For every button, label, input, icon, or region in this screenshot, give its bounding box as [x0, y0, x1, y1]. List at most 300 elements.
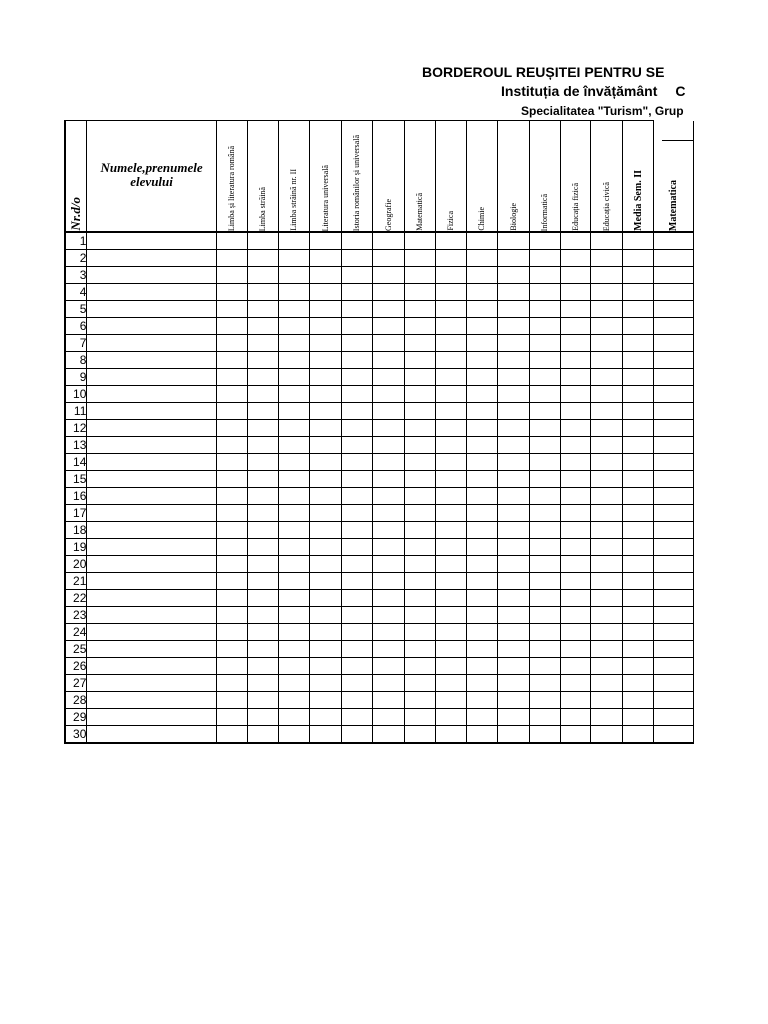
student-name-cell[interactable]: [87, 437, 216, 454]
student-name-cell[interactable]: [87, 641, 216, 658]
grade-cell[interactable]: [216, 607, 247, 624]
grade-cell[interactable]: [248, 352, 279, 369]
grade-cell[interactable]: [436, 556, 467, 573]
grade-cell[interactable]: [373, 573, 404, 590]
grade-cell[interactable]: [341, 335, 372, 352]
grade-cell[interactable]: [341, 403, 372, 420]
grade-cell[interactable]: [591, 590, 622, 607]
grade-cell[interactable]: [404, 641, 435, 658]
grade-cell[interactable]: [216, 318, 247, 335]
grade-cell[interactable]: [341, 709, 372, 726]
grade-cell[interactable]: [404, 726, 435, 744]
grade-cell[interactable]: [591, 556, 622, 573]
grade-cell[interactable]: [310, 709, 341, 726]
grade-cell[interactable]: [248, 709, 279, 726]
grade-cell[interactable]: [278, 624, 309, 641]
grade-cell[interactable]: [341, 641, 372, 658]
grade-cell[interactable]: [560, 488, 591, 505]
grade-cell[interactable]: [622, 726, 654, 744]
grade-cell[interactable]: [654, 505, 694, 522]
student-name-cell[interactable]: [87, 607, 216, 624]
grade-cell[interactable]: [529, 335, 560, 352]
grade-cell[interactable]: [498, 386, 529, 403]
grade-cell[interactable]: [341, 352, 372, 369]
grade-cell[interactable]: [498, 352, 529, 369]
grade-cell[interactable]: [404, 539, 435, 556]
grade-cell[interactable]: [560, 386, 591, 403]
grade-cell[interactable]: [436, 250, 467, 267]
grade-cell[interactable]: [622, 386, 654, 403]
grade-cell[interactable]: [248, 420, 279, 437]
grade-cell[interactable]: [310, 284, 341, 301]
grade-cell[interactable]: [373, 675, 404, 692]
grade-cell[interactable]: [466, 641, 497, 658]
grade-cell[interactable]: [373, 624, 404, 641]
student-name-cell[interactable]: [87, 590, 216, 607]
grade-cell[interactable]: [654, 267, 694, 284]
grade-cell[interactable]: [310, 267, 341, 284]
grade-cell[interactable]: [560, 267, 591, 284]
grade-cell[interactable]: [248, 573, 279, 590]
grade-cell[interactable]: [498, 403, 529, 420]
grade-cell[interactable]: [373, 318, 404, 335]
grade-cell[interactable]: [248, 539, 279, 556]
grade-cell[interactable]: [373, 607, 404, 624]
grade-cell[interactable]: [310, 590, 341, 607]
grade-cell[interactable]: [341, 318, 372, 335]
grade-cell[interactable]: [373, 556, 404, 573]
grade-cell[interactable]: [278, 471, 309, 488]
grade-cell[interactable]: [278, 539, 309, 556]
grade-cell[interactable]: [591, 437, 622, 454]
grade-cell[interactable]: [373, 709, 404, 726]
student-name-cell[interactable]: [87, 369, 216, 386]
student-name-cell[interactable]: [87, 471, 216, 488]
grade-cell[interactable]: [436, 335, 467, 352]
grade-cell[interactable]: [529, 352, 560, 369]
grade-cell[interactable]: [404, 335, 435, 352]
grade-cell[interactable]: [436, 573, 467, 590]
grade-cell[interactable]: [529, 522, 560, 539]
grade-cell[interactable]: [654, 301, 694, 318]
grade-cell[interactable]: [404, 590, 435, 607]
grade-cell[interactable]: [560, 471, 591, 488]
grade-cell[interactable]: [529, 709, 560, 726]
grade-cell[interactable]: [436, 726, 467, 744]
grade-cell[interactable]: [373, 590, 404, 607]
grade-cell[interactable]: [404, 675, 435, 692]
grade-cell[interactable]: [216, 709, 247, 726]
grade-cell[interactable]: [341, 420, 372, 437]
grade-cell[interactable]: [498, 539, 529, 556]
grade-cell[interactable]: [622, 267, 654, 284]
grade-cell[interactable]: [436, 454, 467, 471]
grade-cell[interactable]: [216, 556, 247, 573]
grade-cell[interactable]: [341, 454, 372, 471]
grade-cell[interactable]: [529, 284, 560, 301]
grade-cell[interactable]: [373, 454, 404, 471]
student-name-cell[interactable]: [87, 539, 216, 556]
grade-cell[interactable]: [498, 437, 529, 454]
grade-cell[interactable]: [310, 522, 341, 539]
grade-cell[interactable]: [404, 624, 435, 641]
student-name-cell[interactable]: [87, 709, 216, 726]
grade-cell[interactable]: [341, 471, 372, 488]
grade-cell[interactable]: [498, 607, 529, 624]
grade-cell[interactable]: [248, 471, 279, 488]
grade-cell[interactable]: [654, 420, 694, 437]
grade-cell[interactable]: [654, 556, 694, 573]
grade-cell[interactable]: [404, 607, 435, 624]
grade-cell[interactable]: [341, 573, 372, 590]
grade-cell[interactable]: [622, 539, 654, 556]
grade-cell[interactable]: [248, 505, 279, 522]
grade-cell[interactable]: [654, 692, 694, 709]
grade-cell[interactable]: [341, 250, 372, 267]
grade-cell[interactable]: [216, 437, 247, 454]
grade-cell[interactable]: [466, 369, 497, 386]
grade-cell[interactable]: [278, 488, 309, 505]
grade-cell[interactable]: [404, 471, 435, 488]
grade-cell[interactable]: [560, 250, 591, 267]
grade-cell[interactable]: [216, 624, 247, 641]
grade-cell[interactable]: [498, 488, 529, 505]
grade-cell[interactable]: [310, 641, 341, 658]
grade-cell[interactable]: [654, 471, 694, 488]
student-name-cell[interactable]: [87, 454, 216, 471]
grade-cell[interactable]: [466, 590, 497, 607]
grade-cell[interactable]: [466, 301, 497, 318]
grade-cell[interactable]: [591, 726, 622, 744]
student-name-cell[interactable]: [87, 232, 216, 250]
grade-cell[interactable]: [216, 369, 247, 386]
grade-cell[interactable]: [654, 284, 694, 301]
grade-cell[interactable]: [591, 420, 622, 437]
grade-cell[interactable]: [278, 250, 309, 267]
grade-cell[interactable]: [591, 284, 622, 301]
student-name-cell[interactable]: [87, 267, 216, 284]
grade-cell[interactable]: [310, 471, 341, 488]
grade-cell[interactable]: [436, 590, 467, 607]
grade-cell[interactable]: [248, 437, 279, 454]
grade-cell[interactable]: [560, 352, 591, 369]
grade-cell[interactable]: [498, 726, 529, 744]
grade-cell[interactable]: [529, 692, 560, 709]
grade-cell[interactable]: [436, 284, 467, 301]
grade-cell[interactable]: [310, 556, 341, 573]
grade-cell[interactable]: [436, 539, 467, 556]
grade-cell[interactable]: [529, 437, 560, 454]
grade-cell[interactable]: [498, 420, 529, 437]
grade-cell[interactable]: [248, 624, 279, 641]
grade-cell[interactable]: [560, 403, 591, 420]
grade-cell[interactable]: [341, 590, 372, 607]
grade-cell[interactable]: [529, 454, 560, 471]
grade-cell[interactable]: [436, 607, 467, 624]
grade-cell[interactable]: [373, 726, 404, 744]
grade-cell[interactable]: [278, 709, 309, 726]
student-name-cell[interactable]: [87, 624, 216, 641]
grade-cell[interactable]: [466, 556, 497, 573]
grade-cell[interactable]: [498, 624, 529, 641]
grade-cell[interactable]: [466, 386, 497, 403]
grade-cell[interactable]: [591, 607, 622, 624]
grade-cell[interactable]: [436, 692, 467, 709]
grade-cell[interactable]: [654, 454, 694, 471]
grade-cell[interactable]: [529, 641, 560, 658]
grade-cell[interactable]: [310, 505, 341, 522]
grade-cell[interactable]: [654, 658, 694, 675]
grade-cell[interactable]: [622, 641, 654, 658]
grade-cell[interactable]: [529, 488, 560, 505]
grade-cell[interactable]: [498, 658, 529, 675]
grade-cell[interactable]: [278, 556, 309, 573]
grade-cell[interactable]: [216, 250, 247, 267]
grade-cell[interactable]: [591, 675, 622, 692]
grade-cell[interactable]: [436, 488, 467, 505]
student-name-cell[interactable]: [87, 505, 216, 522]
grade-cell[interactable]: [436, 318, 467, 335]
grade-cell[interactable]: [278, 403, 309, 420]
grade-cell[interactable]: [373, 420, 404, 437]
grade-cell[interactable]: [622, 488, 654, 505]
grade-cell[interactable]: [373, 471, 404, 488]
grade-cell[interactable]: [560, 335, 591, 352]
grade-cell[interactable]: [654, 403, 694, 420]
grade-cell[interactable]: [622, 709, 654, 726]
grade-cell[interactable]: [216, 352, 247, 369]
grade-cell[interactable]: [310, 369, 341, 386]
grade-cell[interactable]: [278, 692, 309, 709]
grade-cell[interactable]: [373, 539, 404, 556]
student-name-cell[interactable]: [87, 675, 216, 692]
grade-cell[interactable]: [654, 641, 694, 658]
grade-cell[interactable]: [591, 658, 622, 675]
student-name-cell[interactable]: [87, 318, 216, 335]
grade-cell[interactable]: [466, 318, 497, 335]
grade-cell[interactable]: [560, 318, 591, 335]
grade-cell[interactable]: [373, 641, 404, 658]
grade-cell[interactable]: [436, 352, 467, 369]
grade-cell[interactable]: [498, 232, 529, 250]
grade-cell[interactable]: [341, 488, 372, 505]
grade-cell[interactable]: [591, 232, 622, 250]
grade-cell[interactable]: [654, 250, 694, 267]
grade-cell[interactable]: [466, 675, 497, 692]
grade-cell[interactable]: [310, 573, 341, 590]
grade-cell[interactable]: [248, 675, 279, 692]
grade-cell[interactable]: [436, 437, 467, 454]
grade-cell[interactable]: [436, 471, 467, 488]
grade-cell[interactable]: [529, 250, 560, 267]
grade-cell[interactable]: [216, 488, 247, 505]
student-name-cell[interactable]: [87, 301, 216, 318]
grade-cell[interactable]: [373, 522, 404, 539]
grade-cell[interactable]: [560, 590, 591, 607]
grade-cell[interactable]: [216, 573, 247, 590]
grade-cell[interactable]: [341, 692, 372, 709]
grade-cell[interactable]: [622, 318, 654, 335]
grade-cell[interactable]: [560, 539, 591, 556]
grade-cell[interactable]: [560, 607, 591, 624]
grade-cell[interactable]: [373, 658, 404, 675]
grade-cell[interactable]: [310, 539, 341, 556]
grade-cell[interactable]: [373, 284, 404, 301]
grade-cell[interactable]: [341, 607, 372, 624]
grade-cell[interactable]: [654, 437, 694, 454]
grade-cell[interactable]: [466, 607, 497, 624]
grade-cell[interactable]: [216, 284, 247, 301]
grade-cell[interactable]: [654, 386, 694, 403]
grade-cell[interactable]: [498, 505, 529, 522]
grade-cell[interactable]: [373, 267, 404, 284]
grade-cell[interactable]: [404, 250, 435, 267]
grade-cell[interactable]: [654, 352, 694, 369]
grade-cell[interactable]: [404, 488, 435, 505]
student-name-cell[interactable]: [87, 692, 216, 709]
grade-cell[interactable]: [373, 369, 404, 386]
grade-cell[interactable]: [529, 318, 560, 335]
grade-cell[interactable]: [560, 505, 591, 522]
grade-cell[interactable]: [622, 573, 654, 590]
grade-cell[interactable]: [310, 675, 341, 692]
grade-cell[interactable]: [310, 335, 341, 352]
grade-cell[interactable]: [622, 505, 654, 522]
grade-cell[interactable]: [654, 726, 694, 744]
student-name-cell[interactable]: [87, 403, 216, 420]
grade-cell[interactable]: [622, 335, 654, 352]
grade-cell[interactable]: [278, 522, 309, 539]
grade-cell[interactable]: [622, 369, 654, 386]
grade-cell[interactable]: [278, 318, 309, 335]
grade-cell[interactable]: [373, 301, 404, 318]
grade-cell[interactable]: [622, 301, 654, 318]
grade-cell[interactable]: [436, 675, 467, 692]
grade-cell[interactable]: [404, 403, 435, 420]
student-name-cell[interactable]: [87, 573, 216, 590]
grade-cell[interactable]: [373, 505, 404, 522]
grade-cell[interactable]: [404, 284, 435, 301]
grade-cell[interactable]: [248, 590, 279, 607]
grade-cell[interactable]: [278, 284, 309, 301]
grade-cell[interactable]: [248, 267, 279, 284]
grade-cell[interactable]: [529, 232, 560, 250]
grade-cell[interactable]: [498, 335, 529, 352]
grade-cell[interactable]: [216, 335, 247, 352]
grade-cell[interactable]: [622, 403, 654, 420]
grade-cell[interactable]: [216, 658, 247, 675]
grade-cell[interactable]: [529, 539, 560, 556]
grade-cell[interactable]: [373, 386, 404, 403]
grade-cell[interactable]: [436, 505, 467, 522]
grade-cell[interactable]: [529, 675, 560, 692]
grade-cell[interactable]: [278, 352, 309, 369]
grade-cell[interactable]: [278, 267, 309, 284]
grade-cell[interactable]: [529, 505, 560, 522]
grade-cell[interactable]: [622, 250, 654, 267]
grade-cell[interactable]: [560, 573, 591, 590]
student-name-cell[interactable]: [87, 522, 216, 539]
grade-cell[interactable]: [591, 369, 622, 386]
grade-cell[interactable]: [622, 590, 654, 607]
grade-cell[interactable]: [278, 335, 309, 352]
grade-cell[interactable]: [341, 726, 372, 744]
grade-cell[interactable]: [278, 675, 309, 692]
grade-cell[interactable]: [591, 624, 622, 641]
grade-cell[interactable]: [498, 556, 529, 573]
grade-cell[interactable]: [373, 352, 404, 369]
grade-cell[interactable]: [466, 488, 497, 505]
grade-cell[interactable]: [373, 250, 404, 267]
grade-cell[interactable]: [654, 318, 694, 335]
grade-cell[interactable]: [248, 488, 279, 505]
grade-cell[interactable]: [248, 726, 279, 744]
grade-cell[interactable]: [498, 522, 529, 539]
grade-cell[interactable]: [248, 301, 279, 318]
grade-cell[interactable]: [529, 624, 560, 641]
grade-cell[interactable]: [310, 624, 341, 641]
grade-cell[interactable]: [278, 301, 309, 318]
grade-cell[interactable]: [622, 437, 654, 454]
grade-cell[interactable]: [404, 232, 435, 250]
grade-cell[interactable]: [436, 658, 467, 675]
grade-cell[interactable]: [341, 284, 372, 301]
grade-cell[interactable]: [654, 590, 694, 607]
grade-cell[interactable]: [310, 232, 341, 250]
grade-cell[interactable]: [560, 454, 591, 471]
student-name-cell[interactable]: [87, 488, 216, 505]
grade-cell[interactable]: [373, 692, 404, 709]
grade-cell[interactable]: [310, 454, 341, 471]
grade-cell[interactable]: [404, 573, 435, 590]
grade-cell[interactable]: [310, 250, 341, 267]
grade-cell[interactable]: [216, 232, 247, 250]
grade-cell[interactable]: [560, 624, 591, 641]
grade-cell[interactable]: [216, 726, 247, 744]
grade-cell[interactable]: [591, 335, 622, 352]
grade-cell[interactable]: [310, 488, 341, 505]
grade-cell[interactable]: [310, 437, 341, 454]
grade-cell[interactable]: [436, 403, 467, 420]
grade-cell[interactable]: [404, 386, 435, 403]
grade-cell[interactable]: [560, 641, 591, 658]
grade-cell[interactable]: [404, 658, 435, 675]
grade-cell[interactable]: [341, 301, 372, 318]
grade-cell[interactable]: [216, 403, 247, 420]
grade-cell[interactable]: [654, 539, 694, 556]
grade-cell[interactable]: [278, 641, 309, 658]
grade-cell[interactable]: [436, 641, 467, 658]
grade-cell[interactable]: [466, 573, 497, 590]
grade-cell[interactable]: [591, 641, 622, 658]
grade-cell[interactable]: [278, 437, 309, 454]
grade-cell[interactable]: [248, 232, 279, 250]
grade-cell[interactable]: [498, 590, 529, 607]
grade-cell[interactable]: [404, 709, 435, 726]
grade-cell[interactable]: [436, 267, 467, 284]
grade-cell[interactable]: [436, 232, 467, 250]
grade-cell[interactable]: [341, 386, 372, 403]
grade-cell[interactable]: [373, 437, 404, 454]
grade-cell[interactable]: [373, 335, 404, 352]
grade-cell[interactable]: [404, 267, 435, 284]
grade-cell[interactable]: [591, 403, 622, 420]
grade-cell[interactable]: [466, 250, 497, 267]
grade-cell[interactable]: [310, 352, 341, 369]
grade-cell[interactable]: [622, 692, 654, 709]
grade-cell[interactable]: [622, 471, 654, 488]
grade-cell[interactable]: [341, 505, 372, 522]
